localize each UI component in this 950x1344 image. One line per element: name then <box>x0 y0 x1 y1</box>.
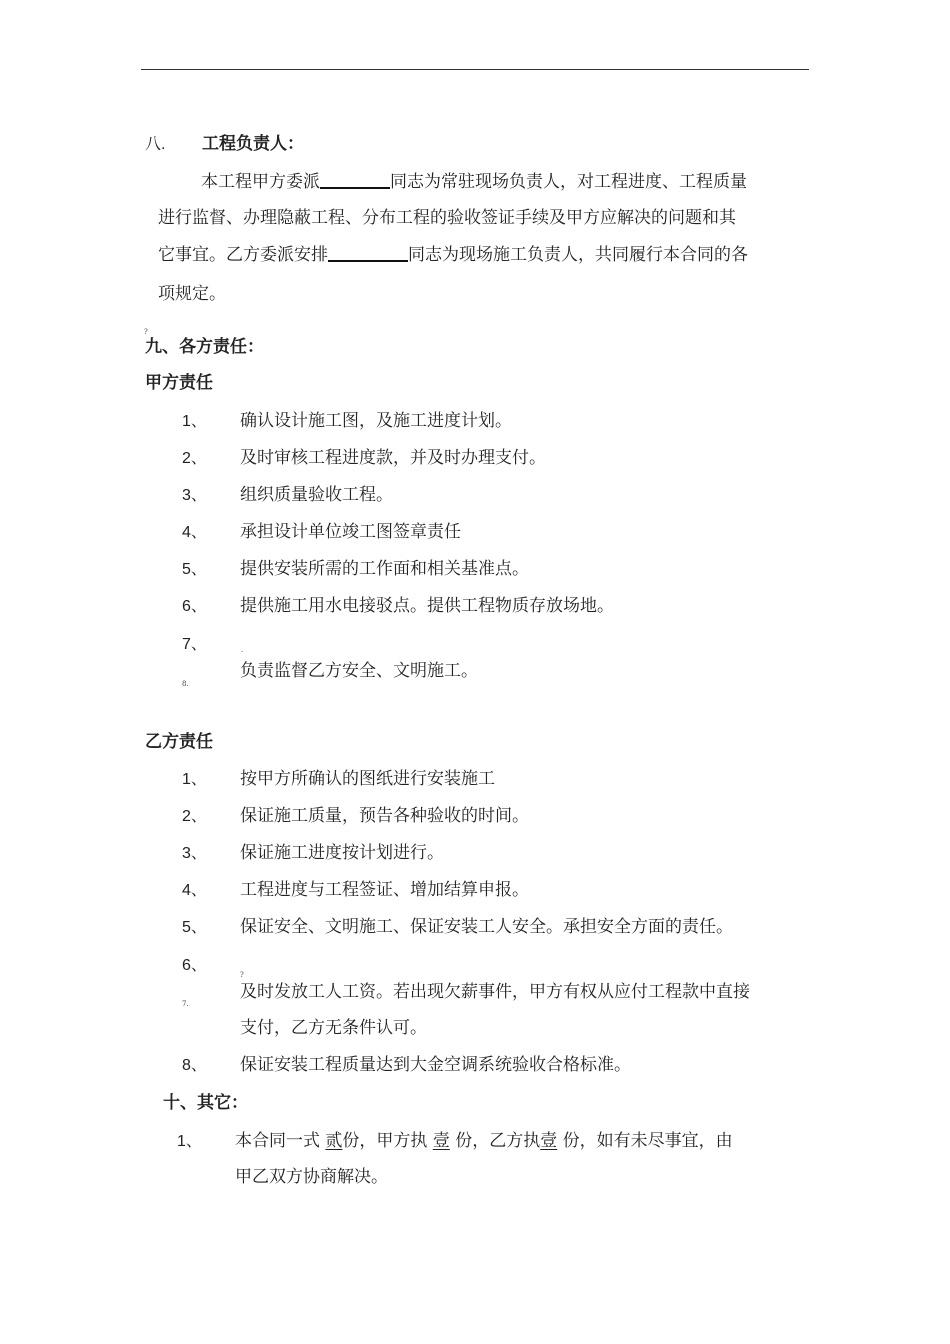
party-b-item-2-number: 2、 <box>182 808 207 825</box>
party-b-item-3-number: 3、 <box>182 845 207 862</box>
party-a-item-1-text: 确认设计施工图，及施工进度计划。 <box>240 411 512 431</box>
header-rule <box>141 69 809 70</box>
party-b-item-6-text-cont: 支付，乙方无条件认可。 <box>240 1018 427 1038</box>
party-b-item-5-number: 5、 <box>182 919 207 936</box>
party-a-item-5-text: 提供安装所需的工作面和相关基准点。 <box>240 559 529 579</box>
party-a-item-6-text: 提供施工用水电接驳点。提供工程物质存放场地。 <box>240 596 614 616</box>
section-10-item-1-line-2: 甲乙双方协商解决。 <box>235 1167 388 1187</box>
party-a-item-7-text: 负责监督乙方安全、文明施工。 <box>240 661 478 681</box>
section-8-line-1a: 本工程甲方委派 <box>201 172 320 192</box>
section-8-line-4: 项规定。 <box>158 284 226 304</box>
party-a-item-2-text: 及时审核工程进度款，并及时办理支付。 <box>240 448 546 468</box>
stray-dot: · <box>241 648 244 656</box>
stray-number-7: 7. <box>182 1000 189 1008</box>
copies-text-b: 份，甲方执 <box>342 1131 433 1151</box>
section-8-line-1 <box>201 171 747 193</box>
party-b-copies: 壹 <box>540 1131 558 1151</box>
party-b-title: 乙方责任 <box>145 732 213 752</box>
party-b-item-6-text: 及时发放工人工资。若出现欠薪事件，甲方有权从应付工程款中直接 <box>240 982 750 1002</box>
party-b-item-8-text: 保证安装工程质量达到大金空调系统验收合格标准。 <box>240 1055 631 1075</box>
party-b-item-5-text: 保证安全、文明施工、保证安装工人安全。承担安全方面的责任。 <box>240 917 733 937</box>
copies-text-c: 份，乙方执 <box>449 1131 541 1151</box>
party-b-item-6-number: 6、 <box>182 957 207 974</box>
party-a-item-4-number: 4、 <box>182 524 207 541</box>
party-a-item-4-text: 承担设计单位竣工图签章责任 <box>240 522 461 542</box>
section-8-line-3b: 同志为现场施工负责人，共同履行本合同的各 <box>408 245 748 265</box>
party-b-item-1-number: 1、 <box>182 771 207 788</box>
party-a-item-3-text: 组织质量验收工程。 <box>240 485 393 505</box>
section-8-line-2: 进行监督、办理隐蔽工程、分布工程的验收签证手续及甲方应解决的问题和其 <box>158 208 736 228</box>
section-9-title: 九、各方责任： <box>145 337 264 357</box>
designee-blank-b <box>328 244 408 262</box>
section-8-line-1b: 同志为常驻现场负责人，对工程进度、工程质量 <box>390 172 747 192</box>
section-8-line-3 <box>158 244 748 266</box>
copies-text-d: 份，如有未尽事宜，由 <box>557 1131 733 1151</box>
party-a-item-6-number: 6、 <box>182 598 207 615</box>
party-b-item-8-number: 8、 <box>182 1057 207 1074</box>
total-copies: 贰 <box>325 1131 343 1151</box>
party-b-item-1-text: 按甲方所确认的图纸进行安装施工 <box>240 769 495 789</box>
party-a-item-1-number: 1、 <box>182 413 207 430</box>
party-a-item-5-number: 5、 <box>182 561 207 578</box>
section-10-item-1-number: 1、 <box>177 1133 202 1150</box>
party-a-item-2-number: 2、 <box>182 450 207 467</box>
party-a-title: 甲方责任 <box>145 373 213 393</box>
party-a-item-3-number: 3、 <box>182 487 207 504</box>
stray-mark: ? <box>144 328 148 336</box>
party-a-item-7-number: 7、 <box>182 636 207 653</box>
section-8-number: 八. <box>145 136 166 153</box>
party-b-item-2-text: 保证施工质量，预告各种验收的时间。 <box>240 806 529 826</box>
copies-text-a: 本合同一式 <box>235 1131 326 1151</box>
stray-mark-2: ? <box>240 971 244 979</box>
stray-number-8: 8. <box>182 680 189 688</box>
party-a-copies: 壹 <box>432 1131 450 1151</box>
party-b-item-4-number: 4、 <box>182 882 207 899</box>
designee-blank-a <box>320 171 390 189</box>
section-10-item-1-line-1 <box>235 1130 733 1152</box>
party-b-item-4-text: 工程进度与工程签证、增加结算申报。 <box>240 880 529 900</box>
section-10-title: 十、其它： <box>163 1093 248 1113</box>
party-b-item-3-text: 保证施工进度按计划进行。 <box>240 843 444 863</box>
section-8-line-3a: 它事宜。乙方委派安排 <box>158 245 328 265</box>
section-8-title: 工程负责人： <box>202 134 304 154</box>
